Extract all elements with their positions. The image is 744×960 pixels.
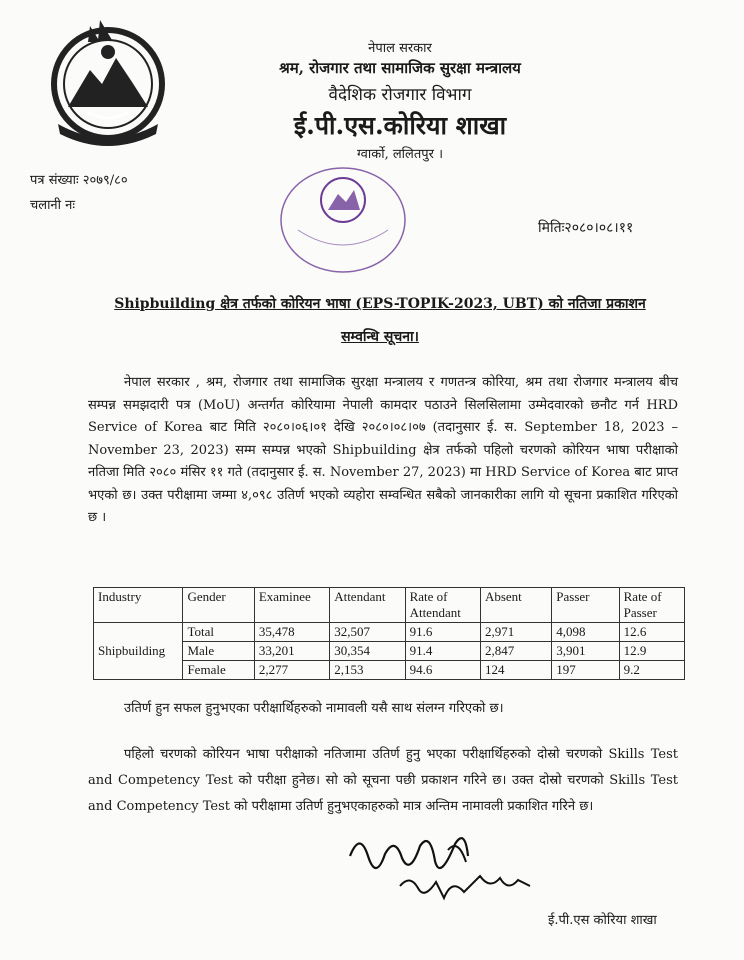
body-paragraph-3: पहिलो चरणको कोरियन भाषा परीक्षाको नतिजामा उतिर्ण हुनु भएका परीक्षार्थिहरुको दोस्रो चरणको Skills Test and Competency Test को परीक्षा हुनेछ। सो को सूचना पछी प्रकाशन गरिने छ। उक्त दोस्रो चरणको Skills Test and Competency Test को परीक्षामा उतिर्ण हुनुभएकाहरुको मात्र अन्तिम नामावली प्रकाशित गरिने छ।	[88, 747, 678, 814]
rate-attendant-cell: 91.4	[405, 642, 480, 661]
letterhead-department: वैदेशिक रोजगार विभाग	[328, 85, 472, 105]
attendant-cell: 30,354	[330, 642, 405, 661]
header-passer: Passer	[552, 588, 619, 623]
examinee-cell: 33,201	[254, 642, 329, 661]
gender-cell: Male	[183, 642, 254, 661]
letterhead-ministry: श्रम, रोजगार तथा सामाजिक सुरक्षा मन्त्रालय	[279, 59, 521, 77]
header-industry: Industry	[94, 588, 183, 623]
header-absent: Absent	[480, 588, 551, 623]
notice-subtitle: सम्वन्धि सूचना।	[341, 329, 419, 345]
absent-cell: 2,971	[480, 623, 551, 642]
signing-office: ई.पी.एस कोरिया शाखा	[548, 913, 657, 928]
table-header-row	[94, 588, 685, 623]
letterhead-government: नेपाल सरकार	[368, 41, 432, 56]
passer-cell: 3,901	[552, 642, 619, 661]
industry-cell: Shipbuilding	[94, 623, 183, 680]
notice-title: Shipbuilding क्षेत्र तर्फको कोरियन भाषा (EPS-TOPIK-2023, UBT) को नतिजा प्रकाशन	[114, 296, 646, 312]
gender-cell: Total	[183, 623, 254, 642]
absent-cell: 124	[480, 661, 551, 680]
table-row	[94, 623, 685, 642]
table-row	[94, 661, 685, 680]
examinee-cell: 2,277	[254, 661, 329, 680]
header-rate-passer: Rate of Passer	[619, 588, 684, 623]
body-paragraph-1: नेपाल सरकार , श्रम, रोजगार तथा सामाजिक सुरक्षा मन्त्रालय र गणतन्त्र कोरिया, श्रम तथा रोजगार मन्त्रालय बीच सम्पन्न समझदारी पत्र (MoU) अन्तर्गत कोरियामा नेपाली कामदार पठाउने सिलसिलामा उम्मेदवारको छनौट गर्न HRD Service of Korea बाट मिति २०८०।०६।०१ देखि २०८०।०८।०७ (तदानुसार ई. स. September 18, 2023 – November 23, 2023) सम्म सम्पन्न भएको Shipbuilding क्षेत्र तर्फको पहिलो चरणको कोरियन भाषा परीक्षाको नतिजा मिति २०८० मंसिर ११ गते (तदानुसार ई. स. November 27, 2023) मा HRD Service of Korea बाट प्राप्त भएको छ। उक्त परीक्षामा जम्मा ४,०९८ उतिर्ण भएको व्यहोरा सम्वन्धित सबैको जानकारीका लागि यो सूचना प्रकाशित गरिएको छ ।	[88, 375, 678, 525]
attendant-cell: 32,507	[330, 623, 405, 642]
body-paragraph-2: उतिर्ण हुन सफल हुनुभएका परीक्षार्थिहरुको नामावली यसै साथ संलग्न गरिएको छ।	[124, 701, 504, 716]
office-stamp-icon	[268, 160, 418, 280]
passer-cell: 4,098	[552, 623, 619, 642]
letterhead-section: ई.पी.एस.कोरिया शाखा	[293, 111, 507, 140]
letter-date: मितिः२०८०।०८।११	[538, 220, 634, 236]
rate-attendant-cell: 94.6	[405, 661, 480, 680]
passer-cell: 197	[552, 661, 619, 680]
rate-passer-cell: 9.2	[619, 661, 684, 680]
results-table	[93, 587, 685, 680]
examinee-cell: 35,478	[254, 623, 329, 642]
rate-attendant-cell: 91.6	[405, 623, 480, 642]
letterhead-address: ग्वार्को, ललितपुर ।	[356, 147, 444, 162]
header-attendant: Attendant	[330, 588, 405, 623]
rate-passer-cell: 12.9	[619, 642, 684, 661]
absent-cell: 2,847	[480, 642, 551, 661]
header-gender: Gender	[183, 588, 254, 623]
table-row	[94, 642, 685, 661]
gender-cell: Female	[183, 661, 254, 680]
header-examinee: Examinee	[254, 588, 329, 623]
header-rate-attendant: Rate of Attendant	[405, 588, 480, 623]
handwritten-signature-icon	[340, 826, 560, 916]
attendant-cell: 2,153	[330, 661, 405, 680]
rate-passer-cell: 12.6	[619, 623, 684, 642]
dispatch-number: चलानी नः	[30, 198, 75, 213]
reference-number: पत्र संख्याः २०७९/८०	[30, 173, 128, 188]
government-emblem-icon	[28, 12, 188, 152]
